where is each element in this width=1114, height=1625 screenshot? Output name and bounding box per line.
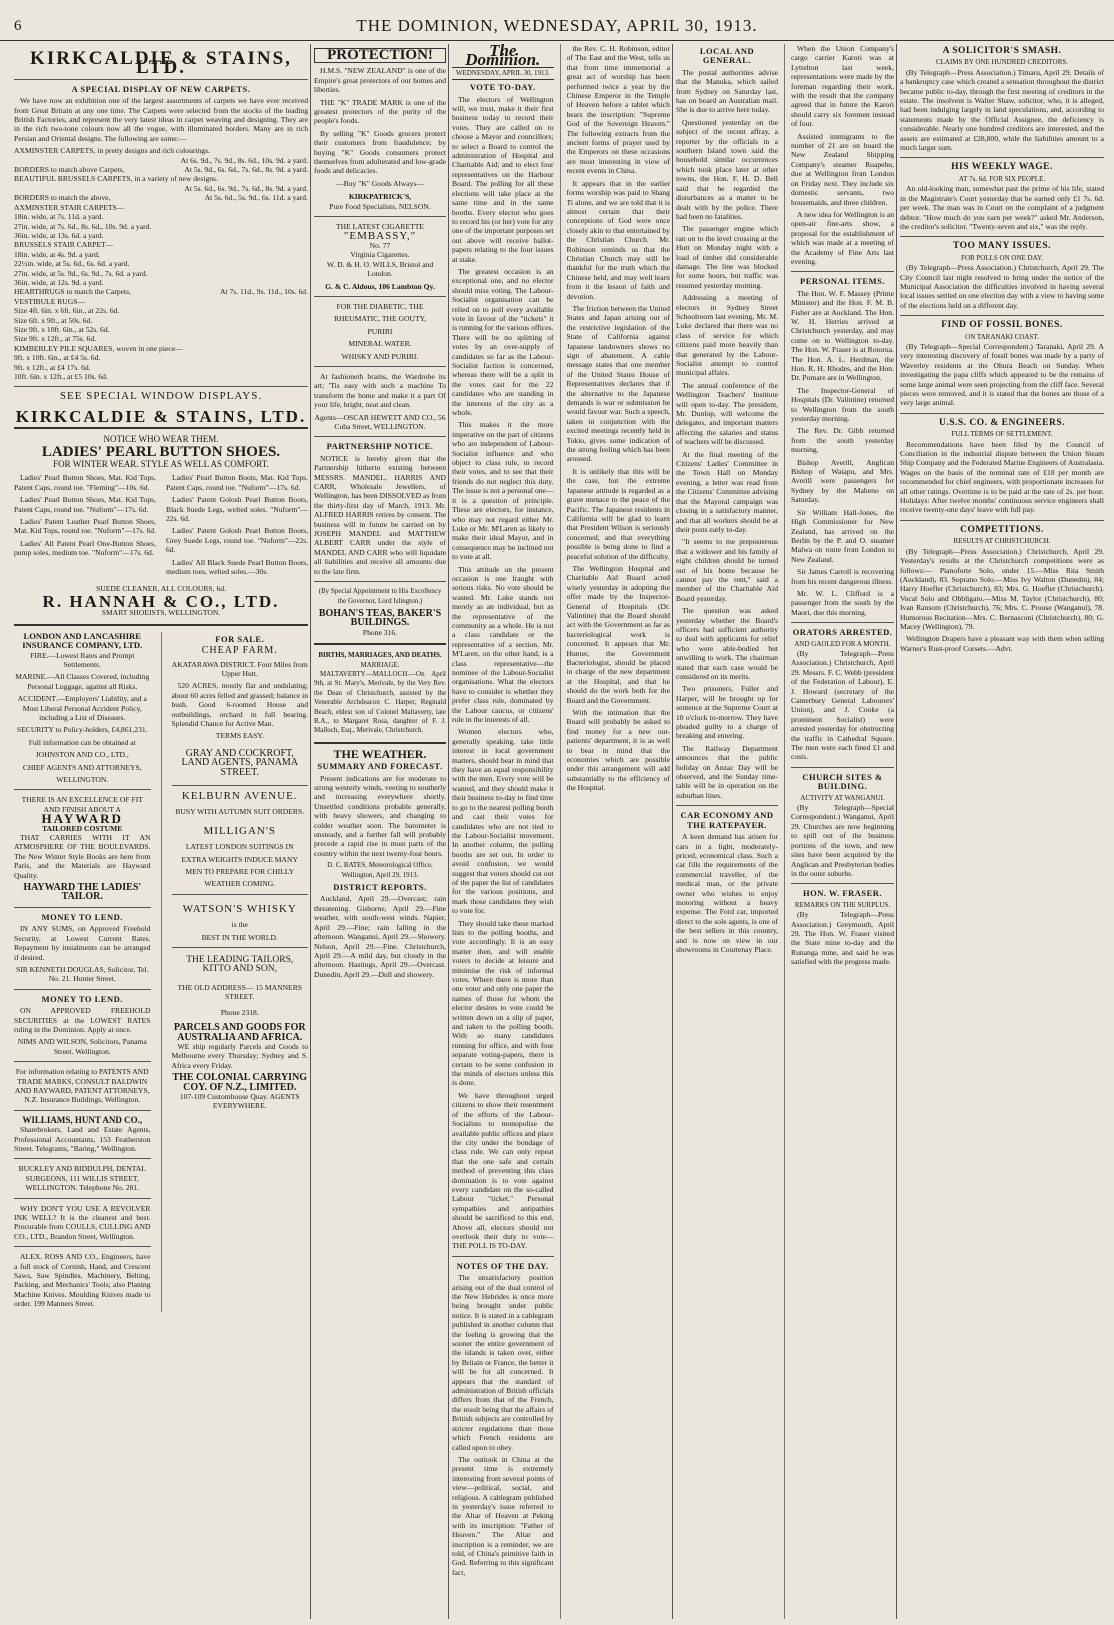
buckley-ad: BUCKLEY AND BIDDULPH, DENTAL SURGEONS, 111 WILLIS STREET, WELLINGTON. Telephone No. 281.: [18, 1164, 146, 1193]
kelburn-body: BUSY WITH AUTUMN SUIT ORDERS.: [175, 807, 305, 817]
carpet-item: KIMBERLEY PILE SQUARES, woven in one piece—: [14, 343, 183, 353]
news-split: [676, 44, 894, 1619]
embassy-intro: THE LATEST CIGARETTE: [335, 222, 425, 232]
shoes-heading: LADIES' PEARL BUTTON SHOES.: [41, 443, 281, 460]
solicitor-subheading: CLAIMS BY ONE HUNDRED CREDITORS.: [935, 58, 1069, 67]
carpet-item: Size 9ft. x 12ft., at 75s. 6d.: [14, 334, 97, 344]
lower-ads: [14, 632, 308, 1312]
weather-subtitle: SUMMARY AND FORECAST.: [317, 761, 443, 772]
shipping-paragraph: Assisted immigrants to the number of 21 are on board the New Zealand Shipping Company's steamer Ruapehu, due at Wellington from London on Friday next. They include six domestic servants, two housemaids, and three children.: [791, 131, 894, 207]
news-left: [676, 44, 778, 1619]
carpet-price-row: [14, 184, 308, 193]
carpet-item: 27in. wide, at 7s. 6d., 8s. 6d., 10s. 9d. a yard.: [14, 221, 152, 231]
advert-column-2: [314, 44, 446, 1619]
protection-body: H.M.S. "NEW ZEALAND" is one of the Empire's great protectors of our homes and liberties.: [314, 66, 446, 95]
kitto-address: THE OLD ADDRESS— 15 MANNERS STREET.: [177, 982, 302, 1002]
editorial-paragraph: It is unlikely that this will be the case, but the extreme Japanese attitude is regarded as a grave menace to the peace of the Pacific. The Japanese residents in California will be glad to learn that President Wilson is seriously concerned, and that everything possible is being done to find a peaceful solution of the difficulty.: [566, 466, 670, 561]
gray-cockroft: GRAY AND COCKROFT, LAND AGENTS, PANAMA STREET.: [181, 747, 299, 778]
local-paragraph: Addressing a meeting of electors in Sydney Street Schoolroom last evening, Mr. M. Luke declared that there was no class of service for which citizens paid more heavily than that generated by the Labour-Socialist attempt to control municipal affairs.: [676, 293, 779, 378]
shoes-list-left: [14, 473, 156, 579]
kirkpatrick-name: KIRKPATRICK'S,: [348, 192, 412, 202]
aldous-ad: G. & C. Aldous, 106 Lambton Qy.: [325, 281, 435, 291]
carpets-intro: We have now an exhibition one of the largest assortments of carpets we have ever received from Great Britain at any one time. The Carpets were selected from the stocks of the leading British Factories, and represent the very latest ideas in carpet weaving and designing. They are in the rich two-tone colours now all the vogue, with illuminated borders. Many are in rich Persian and Oriental designs. The following are some:—: [14, 96, 308, 143]
hayward-name: HAYWARD: [41, 811, 123, 827]
hannah-subtitle: SMART SHOEISTS, WELLINGTON.: [101, 608, 221, 618]
hannah-brand: R. HANNAH & CO., LTD.: [42, 591, 280, 611]
shoe-item: Ladies' Patent Leather Pearl Button Shoes, Mat. Kid Tops, round toe. "Nuform"—17s. 6d.: [14, 517, 156, 536]
editorial-paragraph: The Wellington Hospital and Charitable Aid Board acted wisely yesterday in adopting the offer made by the Inspector-General of Hospitals (Dr. Valintine) that the Board should act with the Government as far as bacteriological work is concerned. It appears that Mr. Hunter, the Government Bacteriologist, should be placed in charge of the new department at the Hospital, and that he should do the work both for the Board and the Government.: [566, 563, 670, 705]
fossil-subheading: ON TARANAKI COAST.: [965, 332, 1039, 341]
divider: [14, 907, 151, 908]
personal-heading: PERSONAL ITEMS.: [800, 276, 885, 287]
milligan-lines: [172, 842, 309, 889]
notes-heading: NOTES OF THE DAY.: [456, 1260, 549, 1271]
divider: [172, 947, 309, 948]
sale-heading: FOR SALE.: [215, 633, 265, 644]
competitions-subheading: RESULTS AT CHRISTCHURCH.: [953, 537, 1051, 546]
suede-cleaner: SUEDE CLEANER, ALL COLOURS, 6d.: [96, 583, 226, 593]
shoe-item: Ladies' Patent Golosh Pearl Button Boots, Black Suede Legs, welted soles. "Nuform"—22s. 6d.: [166, 495, 308, 524]
weather-forecast: Present indications are for moderate to strong westerly winds, veering to southerly and increasing everywhere shortly. Unsettled conditions probable generally, with heavy showers, and changing to colder weather soon. The barometer is unsteady, and a further fall will probably precede a rapid rise in most parts of the country within the next twenty-four hours.: [314, 773, 446, 858]
divider: [172, 785, 309, 786]
divider: [900, 413, 1104, 414]
carpet-item: 9ft. x 12ft., at £4 17s. 6d.: [14, 362, 91, 372]
divider: [791, 883, 894, 884]
williams-hunt-title: WILLIAMS, HUNT AND CO.,: [22, 1114, 143, 1125]
personal-paragraph: The Hon. W. F. Massey (Prime Minister) and the Hon. F. M. B. Fisher are at Auckland. The Hon. W. H. Herries arrived at Christchurch yesterday, and may come on to Wellington to-day. The Hon. W. Fraser is at Rotorua. The Hon. A. L. Herdman, the Hon. R. H. Rhodes, and the Hon. Dr. Pomare are in Wellington.: [791, 288, 894, 383]
trademark-body: By selling "K" Goods grocers protect their customers from fraudulence; by buying "K" Goods consumers protect themselves from adulterated and low-grade foods and delicacies.: [314, 128, 446, 176]
shoe-item: Ladies' Pearl Button Boots, Mat. Kid Tops, Patent Caps, round toe. "Nuform"—17s. 6d.: [166, 473, 308, 492]
page-title: THE DOMINION, WEDNESDAY, APRIL 30, 1913.: [356, 16, 758, 35]
embassy-number: No. 77: [369, 240, 391, 250]
divider: [314, 296, 446, 297]
insurance-line: JOHNSTON AND CO., LTD.,: [35, 750, 129, 760]
editorial-paragraph: The friction between the United States and Japan arising out of the restrictive legislation of the State of California against Japanese landowners shows no sign of abatement. A cable message states that one member of the United States House of Representatives declares that if the alternative to the Japanese demands is war or submission he would favour war. Such a speech, taken in conjunction with the excited meetings recently held in Tokio, gives some indication of the strong feeling which has been aroused.: [566, 303, 670, 464]
local-paragraph: The question was asked yesterday whether the Board's officers had sufficient authority to deal with applicants for relief who were able-bodied but unwilling to work. The chairman stated that each case would be considered on its merits.: [676, 606, 779, 681]
telegraph-column: [900, 44, 1104, 1619]
carpet-price-row: [14, 344, 308, 353]
insurance-details: [14, 651, 151, 785]
carpet-price-row: [14, 297, 308, 306]
editorial-column: [452, 44, 670, 1619]
vote-paragraph: This attitude on the present occasion is one fraught with serious risks. No vote should be wasted. Mr. Luke stands not merely as an individual, but as the representative of the community as a whole. He is not a class candidate or the representative of a section. Mr. M'Laren, on the other hand, is a class representative—the nominee of the Labour-Socialist organisations. What the electors have to consider is whether they prefer class rule, dominated by the Labour caucus, or citizens' rule in the interests of all.: [452, 564, 554, 725]
local-paragraph: "It seems to me preposterous that a widower and his family of eight children should be turned out of his home because he cannot pay the rent," said a member of the Charitable Aid Board yesterday.: [676, 537, 779, 603]
carpet-item: BORDERS to match the above,: [14, 193, 111, 203]
carpet-price-row: [14, 156, 308, 165]
watson-title: WATSON'S WHISKY: [182, 902, 297, 915]
fraser-article: (By Telegraph—Press Association.) Greymouth, April 29. The Hon. W. Fraser visited the State mine to-day and the Runanga mine, and said he was satisfied with the progress made.: [791, 910, 894, 967]
carpet-price-row: [14, 334, 308, 343]
divider: [172, 894, 309, 895]
personal-paragraph: Sir William Hall-Jones, the High Commissioner for New Zealand, has arrived on the Berlin by the P. and O. steamer Malwa on route from London to New Zealand.: [791, 507, 894, 564]
divider: [314, 581, 446, 582]
wage-article: An old-looking man, somewhat past the prime of his life, stated in the Magistrate's Court yesterday that he earned only £1 7s. 6d. per week. The man was in Court on the complaint of a judgment debtor. "How much do you earn per week?" asked Mr. Anderson, the creditor's solicitor. "Twenty-seven and six," was the reply.: [900, 184, 1104, 231]
money-lend-heading-2: MONEY TO LEND.: [41, 993, 123, 1004]
carpet-item: 18in. wide, at 4s. 9d. a yard.: [14, 249, 100, 259]
parcels-body: WE ship regularly Parcels and Goods to Melbourne every Thursday; Sydney and S. Africa every Friday.: [171, 1041, 308, 1070]
local-paragraph: Questioned yesterday on the subject of the recent affray, a reporter by the officials in a southern Island town said the household similar occurrences which took place later at other towns, the Hon. F. H. D. Bell said that he regarded the disturbances as a matter to be dealt with by the police. There had been no fatalities.: [676, 117, 779, 221]
hayward-body: THAT CARRIES WITH IT AN ATMOSPHERE OF THE BOULEVARDS. The New Winter Style Books are here from Paris, and the Materials are Hayward Quality.: [14, 833, 151, 880]
carpet-price-row: [14, 325, 308, 334]
divider: [791, 271, 894, 272]
car-article: A keen demand has arisen for cars in a light, moderately-priced, economical class. Such a car fills the requirements of the commercial traveller, of the medical man, or the private owner who wishes to enjoy motoring without a heavy expense. The Ford car, imported direct to the sole agents, is one of the best sellers in this country, and is now on view in our showrooms in Courtenay Place.: [676, 832, 779, 954]
embassy-title: "EMBASSY,": [343, 229, 417, 242]
carpet-item: 9ft. x 10ft. 6in., at £4 5s. 6d.: [14, 353, 101, 363]
shipping-paragraph: When the Union Company's cargo carrier Karori was at Lyttelton last week, representations were made by the foreman regarding their work, with the result that the company agreed that in future the Karori should carry six foremen instead of four.: [791, 44, 894, 129]
trademark-heading: THE "K" TRADE MARK is one of the greatest protectors of the purity of the people's foods.: [314, 97, 446, 126]
nameplate: The Dominion.: [465, 44, 541, 70]
carpet-price-row: [14, 259, 308, 268]
insurance-line: CHIEF AGENTS AND ATTORNEYS,: [22, 762, 142, 772]
protection-title: PROTECTION!: [314, 48, 446, 63]
weather-title: THE WEATHER.: [333, 746, 427, 761]
carpet-item: 36in. wide, at 12s. 9d. a yard.: [14, 277, 104, 287]
carpet-item: 18in. wide, at 7s. 11d. a yard.: [14, 212, 104, 222]
column-rule: [784, 44, 785, 1619]
carpet-price: At 7s. 11d., 9s. 11d., 10s. 6d.: [219, 287, 308, 297]
patents-ad: For information relating to PATENTS AND TRADE MARKS, CONSULT BALDWIN AND RAYWARD, PATENT ATTORNEYS, N.Z. Insurance Buildings, Wellington.: [14, 1067, 150, 1105]
issues-subheading: FOR POLLS ON ONE DAY.: [961, 253, 1043, 262]
insurance-line: ACCIDENT.—Employers' Liability, and a Most Liberal Personal Accident Policy, including a List of Diseases.: [17, 694, 147, 722]
money-lend-body-2: ON APPROVED FREEHOLD SECURITIES at the LOWEST RATES ruling in the Dominion. Apply at once.: [14, 1006, 151, 1034]
akatarawa-district: AKATARAWA DISTRICT. Four Miles from Upper Hutt.: [171, 659, 308, 678]
parcels-heading: PARCELS AND GOODS FOR AUSTRALIA AND AFRICA.: [173, 1022, 306, 1043]
hayward-subtitle: TAILORED COSTUME: [42, 823, 123, 833]
uss-heading: U.S.S. CO. & ENGINEERS.: [938, 417, 1066, 428]
vote-paragraph: The greatest occasion is an exceptional one, and no elector should miss voting. The Labour-Socialist organisation can be relied on to poll every available vote in favour of the "tickets" it is running for the various offices. There will be no splitting of votes by an over-supply of candidates so far as the Labour-Socialist faction is concerned, whereas there will be a split in the votes cast for the 22 candidates who are standing in the interests of the city as a whole.: [452, 266, 554, 418]
colonial-carrying: THE COLONIAL CARRYING COY. OF N.Z., LIMITED.: [172, 1072, 308, 1093]
embassy-subtitle: Virginia Cigarettes.: [350, 250, 410, 260]
milligan-line: EXTRA WEIGHTS INDUCE MANY: [181, 854, 298, 864]
fraser-heading: HON. W. FRASER.: [802, 888, 883, 899]
masthead: [0, 0, 1114, 41]
wage-subheading: AT 7s. 6d. FOR SIX PEOPLE.: [958, 174, 1046, 183]
farm-description: 520 ACRES, mostly flat and undulating; about 60 acres felled and grassed; balance in bush. Good 6-roomed House and outbuildings, orchard in full bearing. Splendid Chance for Active Man.: [171, 681, 308, 728]
carpet-item: BRUSSELS STAIR CARPET—: [14, 240, 114, 250]
local-paragraph: The passenger engine which ran on to the level crossing at the Hutt on Monday night with a load of timber did considerable damage. The line was blocked for some hours, but traffic was resumed yesterday morning.: [676, 224, 779, 290]
divider: [791, 767, 894, 768]
vote-paragraph: This makes it the more imperative on the part of citizens who are independent of Labour-Socialist influence and who object to class rule, to record their votes, and to see that their friends do not neglect this duty. The issue is not a personal one—it is a question of principle. These are electors, for instance, who may not regard either Mr. Luke or Mr. M'Laren as likely to make their ideal Mayor, and in consequence may be inclined not to vote at all.: [452, 420, 554, 562]
carpet-price-row: [14, 146, 308, 155]
royal-warrant: (By Special Appointment to His Excellency the Governor, Lord Islington.): [318, 587, 442, 605]
bohan-teas: BOHAN'S TEAS, BAKER'S BUILDINGS.: [318, 607, 442, 629]
local-heading: LOCAL AND GENERAL.: [699, 46, 755, 66]
carpet-item: BEAUTIFUL BRUSSELS CARPETS, in a variety of new designs.: [14, 174, 218, 184]
carpet-price-row: [14, 240, 308, 249]
shoe-item: Ladies' Pearl Button Shoes, Mat. Kid Tops, Patent Caps, round toe. "Nuform"—17s. 6d.: [14, 495, 156, 514]
editorial-right: [567, 44, 670, 1619]
editorial-paragraph: the Rev. C. H. Robinson, editor of The East and the West, tells us that from time immemorial a great act of worship has been performed twice a year by the Chinese Emperor in the Temple of Heaven before a tablet which bears the inscription: "Supreme God of the Sovereign Heaven." The following extracts from the ancient forms of prayer used by the Emperors on these occasions are most interesting in view of recent events in China.: [566, 44, 670, 176]
carpet-price-row: [14, 250, 308, 259]
puriri-line: FOR THE DIABETIC, THE: [336, 301, 424, 311]
window-display-notice: SEE SPECIAL WINDOW DISPLAYS.: [59, 390, 263, 403]
carpet-price-row: [14, 269, 308, 278]
milligan-line: MEN TO PREPARE FOR CHILLY: [185, 867, 295, 877]
divider: [452, 1256, 554, 1257]
editorial-paragraph: With the intimation that the Board will probably be asked to find money for a new out-patients' department, it is as well to bear in mind that the economies which are possible under this arrangement will add substantially to the efficiency of the Hospital.: [566, 708, 670, 793]
carpet-item: Size 6ft. x 9ft., at 50s. 6d.: [14, 315, 93, 325]
page-number: 6: [14, 18, 22, 34]
puriri-line: WHISKY AND PURIRI.: [341, 351, 419, 361]
carpet-price: At 5s. 9d., 6s. 6d., 7s. 6d., 8s. 9d. a yard.: [184, 165, 308, 175]
carpet-item: 27in. wide, at 5s. 9d., 6s. 9d., 7s. 6d. a yard.: [14, 268, 148, 278]
vote-paragraph: We have throughout urged citizens to show their resentment of the efforts of the Labour-Socialists to monopolise the available public offices and place the city under the bondage of class rule. We can only repeat that the one safe and certain method of preventing this class domination is to vote against every candidate on the so-called Labour "ticket." Personal sympathies and antipathies should be sacrificed to this end. Above all, electors should not overlook their duty to vote—THE POLL IS TO-DAY.: [452, 1090, 554, 1251]
carpet-price-row: [14, 287, 308, 296]
shoe-item: Ladies' Patent Golosh Pearl Button Boots, Grey Suede Legs, round toe. "Nuform"—22s. 6d.: [166, 526, 308, 555]
bohan-phone: Phone 316.: [362, 627, 398, 637]
divider: [14, 789, 151, 790]
carpet-price-row: [14, 193, 308, 202]
marriage-notice: MALTAVERTY—MALLOCH.—On April 9th, at St. Mary's, Merivale, by the Very Rev. the Dean of Christchurch, assisted by the Venerable Archdeacon C. Harper, Reginald Beach, eldest son of Colonel Maltaverty, late R.A., to Margaret Rosa, daughter of F. J. Malloch, Esq., Merivale, Christchurch.: [314, 669, 446, 735]
vote-heading: VOTE TO-DAY.: [469, 82, 536, 93]
vote-paragraph: They should take these marked lists to the polling booths, and vote accordingly. It is an easy matter then, and will enable voters to decide at leisure and minimise the risk of informal votes. Where there is more than one voter and only one paper the names of those for whom the elector desires to vote could be written down on a slip of paper, and taken to the polling booth. With so many candidates running for office, and with four separate voting-papers, there is certain to be some confusion in the minds of electors unless this is done.: [452, 918, 554, 1088]
personal-items: [791, 289, 894, 617]
personal-paragraph: Bishop Averill, Anglican Bishop of Waiapu, and Mrs. Averill were passengers for Sydney by the Maheno on Saturday.: [791, 457, 894, 505]
carpet-item: BORDERS to match above Carpets,: [14, 165, 125, 175]
editorial-left: [452, 44, 554, 1619]
insurance-line: SECURITY to Policy-holders, £4,861,231.: [16, 725, 148, 735]
money-lend-sign: SIR KENNETH DOUGLAS, Solicitor, Tel. No. 21. Hunter Street.: [15, 964, 149, 984]
partnership-heading: PARTNERSHIP NOTICE.: [326, 441, 434, 452]
carpet-item: Size 4ft. 6in. x 6ft. 6in., at 22s. 6d.: [14, 306, 120, 316]
divider: [314, 742, 446, 744]
church-subheading: ACTIVITY AT WANGANUI.: [800, 793, 885, 802]
divider: [14, 79, 308, 80]
district-reports: Auckland, April 29.—Overcast; rain threatening. Gisborne, April 29.—Fine weather, with south-west winds. Napier, April 29.—Fine; rain falling in the afternoon. Wanganui, April 29.—Showery. Nelson, April 29.—Fine. Christchurch, April 29.—A mild day, but cloudy in the afternoon. Hastings, April 29.—Overcast. Dunedin, April 29.—Dull and showery.: [314, 894, 446, 979]
sale-subheading: CHEAP FARM.: [201, 645, 278, 657]
insurance-line: WELLINGTON.: [56, 775, 109, 784]
carpet-item: 10ft. 6in. x 12ft., at £5 10s. 6d.: [14, 372, 108, 381]
carpet-price-row: [14, 203, 308, 212]
money-lend-sign-2: NIMS AND WILSON, Solicitors, Panama Street. Wellington.: [17, 1037, 147, 1056]
column-rule: [310, 44, 311, 1619]
shoes-subheading: FOR WINTER WEAR. STYLE AS WELL AS COMFORT.: [53, 459, 269, 470]
carpet-price: At 5s. 6d., 5s. 9d., 6s. 11d. a yard.: [204, 193, 308, 203]
kelburn-avenue: KELBURN AVENUE.: [181, 790, 298, 802]
terms-easy: TERMS EASY.: [215, 731, 264, 741]
district-reports-heading: DISTRICT REPORTS.: [333, 882, 427, 893]
carpet-price-list: [14, 146, 308, 381]
vote-paragraph: The electors of Wellington will, we trust, make it their first business today to record their votes. They are called on to choose a Mayor and councillors; to select a Board to control the administration of Hospital and Charitable Aid; and to elect four representatives on the Harbour Board. The polling for all these elections will take place at the same time and in the same booths. Every elector who goes to record his (or her) vote for any one of the important purposes set out above will receive ballot-papers relating to the four issues at stake.: [452, 94, 554, 264]
shoe-item: Ladies' All Black Suede Pearl Button Boots, medium toes, welted soles.—30s.: [166, 557, 308, 577]
column-rule: [896, 44, 897, 1619]
milligan-line: LATEST LONDON SUITINGS IN: [185, 842, 294, 852]
weather-sign: D. C. BATES, Meteorological Office, Wellington, April 29, 1913.: [327, 861, 433, 879]
column-rule: [672, 44, 673, 1619]
closing-note: Wellington Drapers have a pleasant way with them when selling Warner's Rust-proof Corsets.—Advt.: [900, 634, 1104, 653]
watson-line: BEST IN THE WORLD.: [201, 932, 278, 942]
buy-k-goods: —Buy "K" Goods Always—: [336, 178, 424, 188]
personal-paragraph: Mr. W. L. Clifford is a passenger from the south by the Maori, due this morning.: [791, 588, 894, 617]
local-paragraph: The annual conference of the Wellington Teachers' Institute will open to-day. The president, Mr. Dunlop, will welcome the delegates, and important matters affecting the salaries and status of teachers will be discussed.: [676, 380, 779, 447]
shoes-list-right: [166, 473, 308, 579]
carpet-price-row: [14, 174, 308, 183]
shipping-paragraph: A new idea for Wellington is an open-air fine-arts show, a proposal for the establishment of which was made at a meeting of the Academy of Fine Arts last evening.: [791, 209, 894, 266]
williams-hunt-body: Sharebrokers, Land and Estate Agents, Professional Accountants, 153 Featherston Street. Telegrams, "Baring," Wellington.: [14, 1125, 151, 1153]
news-column: [676, 44, 894, 1619]
car-heading: CAR ECONOMY AND THE RATEPAYER.: [680, 810, 774, 830]
dateline: WEDNESDAY, APRIL 30, 1913.: [452, 67, 554, 80]
carpet-item: VESTIBULE RUGS—: [14, 296, 86, 306]
carpet-item: AXMINSTER STAIR CARPETS—: [14, 202, 125, 212]
carpet-price-row: [14, 316, 308, 325]
divider: [314, 366, 446, 367]
uss-article: Recommendations have been filed by the Council of Conciliation in the industrial dispute between the Union Steam Ship Company and the Federated Marine Engineers of Australasia. Wages on the basis of the nominal rate of £18 per month are recommended for chief engineers, with proportionate increases for all other ratings. Overtime is to be paid at the rate of 2s. per hour. Holidays: After twelve months' continuous service engineers shall receive twenty-one days' leave with full pay.: [900, 439, 1104, 515]
watson-lines: [172, 920, 309, 942]
uss-subheading: FULL TERMS OF SETTLEMENT.: [951, 430, 1053, 439]
orators-heading: ORATORS ARRESTED.: [792, 627, 893, 638]
money-lend-heading: MONEY TO LEND.: [41, 911, 123, 922]
wardrobe-agents: Agents—OSCAR HEWETT AND CO., 56 Cuba Street, WELLINGTON.: [314, 412, 446, 431]
divider: [900, 157, 1104, 158]
notes-paragraph: The outlook in China at the present time is extremely interesting from several points of view—political, social, and religious. A cablegram published in yesterday's issue referred to the Altar of Heaven at Peking with its inscription: "Father of Heaven." The Altar and inscription is a reminder, we are told, of China's primitive faith in God. Referring to this significant fact,: [452, 1454, 554, 1577]
local-paragraph: The Railway Department announces that the public holiday on Anzac Day will be observed, and the Sunday time-table will be in operation on the suburban lines.: [676, 743, 779, 800]
local-paragraph: At the final meeting of the Citizens' Ladies' Committee in the Town Hall on Monday evening, a letter was read from the Citizens' Committee advising that the Mayoral campaign was closing in a satisfactory manner, and that all workers should be at their posts early to-day.: [676, 449, 779, 534]
puriri-line: PURIRI: [367, 326, 393, 336]
wardrobe-ad: At fashioneth brains, the Wardrobe its art; 'Tis easy with such a machine To transform the home and make it a part Of your life, bright, neat and clean.: [314, 371, 446, 410]
marriage-heading: MARRIAGE.: [360, 660, 400, 669]
money-lend-body: IN ANY SUMS, on Approved Freehold Security, at Lowest Current Rates. Repayment by instalments can be arranged if desired.: [14, 924, 151, 962]
fraser-subheading: REMARKS ON THE SURPLUS.: [794, 900, 891, 909]
issues-heading: TOO MANY ISSUES.: [952, 241, 1051, 252]
carpet-price: At 5s. 6d., 6s. 9d., 7s. 6d., 8s. 9d. a yard.: [184, 183, 308, 193]
shipping-notes: [791, 44, 894, 266]
kitto-phone: Phone 2318.: [220, 1007, 259, 1017]
insurance-title: LONDON AND LANCASHIRE INSURANCE COMPANY, LTD.: [22, 630, 143, 651]
milligan-title: MILLIGAN'S: [203, 824, 276, 837]
kitto-ad: THE LEADING TAILORS, KITTO AND SON,: [186, 955, 294, 975]
news-right: [791, 44, 894, 1619]
births-heading: BIRTHS, MARRIAGES, AND DEATHS.: [318, 651, 442, 660]
divider: [14, 1110, 151, 1111]
divider: [314, 216, 446, 217]
embassy-maker: W. D. & H. O. WILLS, Bristol and London.: [326, 259, 434, 279]
divider: [676, 805, 778, 806]
fossil-article: (By Telegraph—Special Correspondent.) Taranaki, April 29. A very interesting discovery of fossil bones was made by a party of Waverley residents at the Ohura Beach on Sunday. When investigating the papa cliffs which appeared to be the remains of some large animal were seen projecting from the cliff face. Several pieces were removed, and it is stated that the bones are those of a very large animal.: [900, 341, 1104, 408]
local-paragraph: The postal authorities advise that the Manuka, which sailed from Sydney on Saturday last, has on board an Australian mail. She is due to arrive here today.: [676, 67, 779, 115]
divider: [14, 624, 308, 626]
church-heading: CHURCH SITES & BUILDING.: [802, 771, 883, 792]
wage-heading: HIS WEEKLY WAGE.: [951, 162, 1053, 173]
notes-paragraph: The unsatisfactory position arising out of the dual control of the New Hebrides is once more being brought under public notice. It is stated in a cablegram published in another column that the feeling is growing that the sooner the entire government of the islands is taken over, either by Britain or France, the better it will be for all concerned. It appears that the standard of administration of British officials differs from that of the French, the result being that the affairs of British subjects are controlled by stricter regulations than those which French residents are called upon to obey.: [452, 1273, 554, 1452]
carpet-price: At 6s. 9d., 7s. 9d., 8s. 6d., 10s. 9d. a yard.: [180, 155, 308, 165]
divider: [14, 1198, 151, 1199]
partnership-body: NOTICE is hereby given that the Partnership hitherto existing between MESSRS. MANDEL, HARRIS AND CARR, Wholesale Jewellers, of Wellington, has been DISSOLVED as from the thirty-first day of March, 1913. Mr. ALFRED HARRIS retires by consent. The business will in future be carried on by JOSEPH MANDEL and MATTHEW ALBERT CARR under the style of MANDEL AND CARR who will liquidate all liabilities and receive all amounts due to the late firm.: [314, 453, 446, 576]
issues-article: (By Telegraph—Press Association.) Christchurch, April 29. The City Council last night resolved to bring under the notice of the Municipal Association the difficulties involved in having several local issues settled on one election day with a view to having some of the elections held on a different day.: [900, 263, 1104, 310]
divider: [14, 386, 308, 387]
puriri-line: MINERAL WATER.: [348, 339, 412, 349]
column-rule: [161, 632, 162, 1312]
divider: [14, 1246, 151, 1247]
divider: [900, 315, 1104, 316]
orators-article: (By Telegraph—Press Association.) Christchurch, April 29. Messrs. F. C. Webb (president of the Federation of Labour), E. J. Howard (secretary of the Canterbury General Labourers' Union), and J. Cooke (a prominent Socialist) were arrested yesterday for obstructing the traffic in Cathedral Square. The men were each fined £1 and costs.: [791, 648, 894, 762]
advert-column-1: [14, 44, 308, 1619]
insurance-line: Full information can be obtained at: [28, 737, 136, 747]
carpet-price-row: [14, 363, 308, 372]
lower-ads-right: [172, 632, 309, 1312]
divider: [14, 1158, 151, 1159]
carpet-price-row: [14, 222, 308, 231]
carpet-price-row: [14, 306, 308, 315]
fossil-heading: FIND OF FOSSIL BONES.: [941, 320, 1063, 331]
shoes-notice: NOTICE WHO WEAR THEM.: [103, 434, 219, 445]
shoes-list: [14, 473, 308, 579]
carpet-item: Size 9ft. x 10ft. 6in., at 52s. 6d.: [14, 324, 110, 334]
carpet-price-row: [14, 372, 308, 381]
carpet-price-row: [14, 212, 308, 221]
divider: [314, 643, 446, 645]
competitions-heading: COMPETITIONS.: [960, 524, 1044, 535]
editorial-paragraph: It appears that in the earlier forms worship was paid to Shang Ti alone, and we are told that it is almost certain that their conceptions of God were once closely akin to that entertained by the Christian Church. Mr. Robinson reminds us that the Christian Church may still be thankful for the truth which the Chinese held, and may well learn from it the lesson of faith and devotion.: [566, 178, 670, 301]
insurance-line: FIRE.—Lowest Rates and Prompt Settlements.: [30, 650, 135, 669]
vote-paragraph: Women electors who, generally speaking, take little interest in local government matters, should bear in mind that they have an equal responsibility with the men. Every vote will be wanted, and they should make it their business to-day to find time to go to the nearest polling booth and cast their votes for candidates who are not tied to the Labour-Socialist movement. In another column, the polling booths are set out. In order to avoid confusion, we would suggest that voters should cut out of the paper the list of candidates for the various positions, and mark those candidates they wish to vote for.: [452, 727, 554, 916]
shoe-item: Ladies' Pearl Button Shoes, Mat. Kid Tops, Patent Caps, round toe. "Fleming"—10s. 6d.: [14, 473, 156, 492]
hayward-sign: HAYWARD THE LADIES' TAILOR.: [23, 882, 142, 903]
local-paragraph: Two prisoners, Fuller and Harper, will be brought up for sentence at the Supreme Court at 10 o'clock to-morrow. They have pleaded guilty to a charge of breaking and entering.: [676, 684, 779, 741]
carpet-price-row: [14, 353, 308, 362]
divider: [900, 520, 1104, 521]
carpet-item: AXMINSTER CARPETS, in pretty designs and rich colourings.: [14, 146, 210, 156]
lower-ads-left: [14, 632, 151, 1312]
solicitor-heading: A SOLICITOR'S SMASH.: [942, 46, 1062, 56]
kirkpatrick-subtitle: Pure Food Specialists, NELSON.: [329, 201, 431, 211]
divider: [900, 236, 1104, 237]
kirkcaldie-brand-repeat: KIRKCALDIE & STAINS, LTD.: [15, 406, 307, 426]
solicitor-article: (By Telegraph—Press Association.) Timaru, April 29. Details of a bankruptcy case which created a sensation throughout the district became public to-day, through the first meeting of creditors in the estate. The insolvent is Walter Shaw, solicitor, who, it is alleged, had been indulging largely in land speculations, and, according to statements made by the Official Assignee, the deficiency is considerable. Nearly one hundred creditors are interested, and the assets are estimated at £28,800, while the liabilities amount to a much larger sum.: [900, 67, 1104, 153]
notes-article: [452, 1273, 554, 1577]
local-article: [676, 68, 778, 800]
church-article: (By Telegraph—Special Correspondent.) Wanganui, April 29. Churches are now beginning to spill out of the business portions of the town, and new sites have been acquired by the Anglican and Presbyterian bodies in the outer suburbs.: [791, 803, 894, 878]
vote-article: [452, 95, 554, 1251]
column-rule: [448, 44, 449, 1619]
divider: [791, 622, 894, 623]
carpet-item: 22½in. wide, at 5s. 6d., 6s. 6d. a yard.: [14, 259, 130, 269]
orators-subheading: AND GAOLED FOR A MONTH.: [794, 639, 891, 648]
shoe-item: Ladies' All Patent Pearl One-Button Shoes, pump soles, medium toe. "Nuform"—17s. 6d.: [14, 538, 156, 558]
personal-paragraph: Sir James Carroll is recovering from his recent dangerous illness.: [791, 567, 894, 586]
divider: [14, 1061, 151, 1062]
divider: [314, 436, 446, 437]
divider: [14, 989, 151, 990]
watson-line: is the: [231, 920, 248, 930]
carpet-price-row: [14, 278, 308, 287]
hayward-intro: THERE IS AN EXCELLENCE OF FIT AND FINISH ABOUT A: [21, 795, 143, 814]
colonial-carrying-sub: 107-109 Customhouse Quay. AGENTS EVERYWHERE.: [179, 1091, 300, 1111]
personal-paragraph: The Rev. Dr. Gibb returned from the south yesterday morning.: [791, 426, 894, 455]
editorial-split: [452, 44, 670, 1619]
milligan-line: WEATHER COMING.: [204, 879, 276, 889]
divider: [14, 427, 308, 429]
alex-ross-ad: ALEX. ROSS AND CO., Engineers, have a full stock of Cornish, Hand, and Crescent Saws, Saw Spindles, Machinery, Belting, Packing, and Mechanics' Tools; also Planing Machine Knives. Moulding Knives made to order. 199 Manners Street.: [14, 1252, 151, 1309]
carpet-price-row: [14, 165, 308, 174]
kirkcaldie-brand: KIRKCALDIE & STAINS, LTD.: [30, 48, 292, 79]
carpet-item: 36in. wide, at 13s. 6d. a yard.: [14, 230, 104, 240]
personal-paragraph: The Inspector-General of Hospitals (Dr. Valintine) returned to Wellington from the south yesterday morning.: [791, 385, 894, 424]
carpets-heading: A SPECIAL DISPLAY OF NEW CARPETS.: [71, 83, 251, 94]
column-rule: [560, 44, 561, 1619]
competitions-article: (By Telegraph—Press Association.) Christchurch, April 29. Yesterday's results at the Christchurch competitions were as follows:— Pianoforte Solo, under 15.—Miss Rita Smith (Auckland), 83. Soprano Solo.—Miss Ivy Walton (Dunedin), 84; Harry Hoefler (Christchurch), 83; Mrs. G. Hoefler (Christchurch). Vocal Solo and Obbligato.—Miss M. Taylor (Christchurch), 80; Ivan Ransom (Christchurch), 76; Mrs. C. Prouse (Wanganui), 78. Humorous Recitation—Mrs. C. Bernasconi (Christchurch), 80; G. Macey (Wellington), 79.: [900, 546, 1104, 631]
carpet-item: HEARTHRUGS to match the Carpets,: [14, 287, 132, 297]
puriri-ad: [314, 302, 446, 361]
insurance-line: MARINE.—All Classes Covered, including Personal Luggage, against all Risks.: [15, 672, 150, 691]
ink-well-ad: WHY DON'T YOU USE A REVOLVER INK WELL? It is the cleanest and best. Procurable from COULLS, CULLING AND CO., LTD., Brandon Street, Wellington.: [14, 1203, 151, 1241]
puriri-line: RHEUMATIC, THE GOUTY,: [333, 314, 427, 324]
carpet-price-row: [14, 231, 308, 240]
